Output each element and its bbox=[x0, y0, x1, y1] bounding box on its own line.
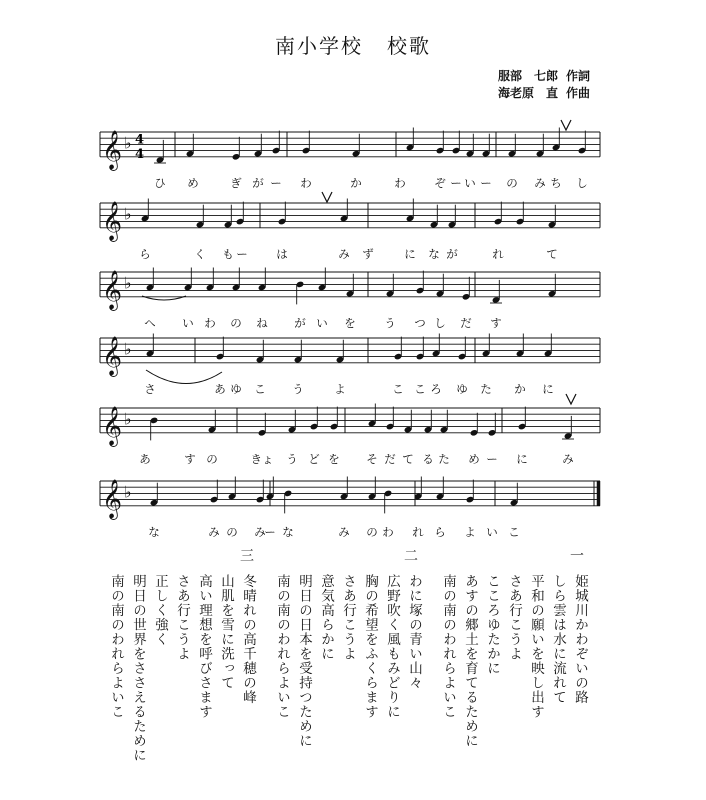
verse-line: こころゆたかに bbox=[484, 574, 500, 676]
lyric-syllable: ら bbox=[139, 246, 151, 261]
lyric-syllable: ろ bbox=[430, 381, 442, 396]
flat-icon: ♭ bbox=[124, 273, 132, 293]
lyric-syllable: な bbox=[282, 524, 294, 539]
verse-line: わに塚の青い山々 bbox=[406, 574, 422, 690]
lyric-syllable: が bbox=[446, 246, 458, 261]
lyric-syllable: み bbox=[338, 524, 350, 539]
composer-role: 作曲 bbox=[566, 86, 591, 100]
composer-name: 海老原 直 bbox=[498, 86, 559, 100]
lyric-syllable: を bbox=[328, 451, 340, 466]
lyric-syllable: み bbox=[338, 246, 350, 261]
lyric-syllable: み bbox=[254, 524, 266, 539]
lyric-syllable: ー bbox=[270, 175, 282, 190]
lyricist-role: 作詞 bbox=[566, 69, 591, 83]
verse-line: 平和の願いを映し出す bbox=[528, 574, 544, 719]
song-title: 校歌 bbox=[387, 34, 431, 58]
lyric-syllable: ー bbox=[486, 451, 498, 466]
lyric-syllable: ぞ bbox=[434, 175, 446, 190]
lyric-syllable: ー bbox=[450, 175, 462, 190]
lyric-syllable: か bbox=[514, 381, 526, 396]
verse-number: 三 bbox=[238, 548, 254, 563]
verse-line: 南の南のわれらよいこ bbox=[274, 574, 290, 719]
lyric-syllable: ー bbox=[480, 175, 492, 190]
treble-clef-icon: 𝄞 bbox=[102, 405, 123, 446]
lyric-syllable: み bbox=[534, 175, 546, 190]
lyric-syllable: に bbox=[516, 451, 528, 466]
lyric-syllable: く bbox=[194, 246, 206, 261]
lyric-syllable: ゆ bbox=[456, 381, 468, 396]
flat-icon: ♭ bbox=[124, 204, 132, 224]
lyric-syllable: れ bbox=[492, 246, 504, 261]
time-signature-bottom: 4 bbox=[135, 146, 145, 162]
lyric-syllable: が bbox=[252, 175, 264, 190]
lyric-syllable: い bbox=[464, 175, 476, 190]
breath-mark bbox=[566, 394, 576, 404]
flat-icon: ♭ bbox=[124, 339, 132, 359]
lyric-syllable: た bbox=[480, 381, 492, 396]
lyric-syllable: は bbox=[276, 246, 288, 261]
lyric-syllable: わ bbox=[204, 315, 216, 330]
slur bbox=[146, 370, 222, 384]
lyric-syllable: う bbox=[384, 315, 396, 330]
lyric-syllable: め bbox=[187, 175, 199, 190]
lyric-syllable: ー bbox=[236, 246, 248, 261]
verses-block bbox=[96, 548, 596, 788]
lyric-syllable: だ bbox=[384, 451, 396, 466]
lyric-syllable: て bbox=[546, 246, 558, 261]
lyric-syllable: ど bbox=[308, 451, 320, 466]
lyric-syllable: わ bbox=[394, 175, 406, 190]
treble-clef-icon: 𝄞 bbox=[102, 478, 123, 519]
verse-line: 姫城川かわぞいの路 bbox=[572, 574, 588, 705]
lyric-syllable: い bbox=[486, 524, 498, 539]
lyric-syllable: あ bbox=[214, 381, 226, 396]
lyric-syllable: の bbox=[226, 524, 238, 539]
lyric-syllable: て bbox=[402, 451, 414, 466]
lyric-syllable: め bbox=[468, 451, 480, 466]
verse-line: さあ行こうよ bbox=[506, 574, 522, 661]
lyric-syllable: ね bbox=[256, 315, 268, 330]
lyric-syllable: きょ bbox=[250, 451, 274, 466]
lyric-syllable: る bbox=[422, 451, 434, 466]
verse-line: 高い理想を呼びさます bbox=[196, 574, 212, 719]
lyric-syllable: わ bbox=[382, 524, 394, 539]
verse-line: 胸の希望をふくらます bbox=[362, 574, 378, 719]
lyric-syllable: よ bbox=[334, 381, 346, 396]
lyric-syllable: う bbox=[286, 451, 298, 466]
verse-line: 冬晴れの高千穂の峰 bbox=[240, 574, 256, 705]
lyric-syllable: ー bbox=[264, 524, 276, 539]
lyric-syllable: よ bbox=[464, 524, 476, 539]
lyric-syllable: も bbox=[222, 246, 234, 261]
lyric-syllable: ぎ bbox=[230, 175, 242, 190]
lyric-syllable: い bbox=[182, 315, 194, 330]
time-signature-top: 4 bbox=[135, 132, 145, 148]
lyric-syllable: に bbox=[404, 246, 416, 261]
school-name: 南小学校 bbox=[275, 34, 363, 58]
verse-line: 広野吹く風もみどりに bbox=[384, 574, 400, 719]
flat-icon: ♭ bbox=[124, 409, 132, 429]
lyric-syllable: だ bbox=[460, 315, 472, 330]
verse-line: 意気高らかに bbox=[318, 574, 334, 661]
flat-icon: ♭ bbox=[124, 482, 132, 502]
lyric-syllable: の bbox=[206, 451, 218, 466]
treble-clef-icon: 𝄞 bbox=[102, 129, 123, 170]
lyric-syllable: な bbox=[148, 524, 160, 539]
verse-line: 南の南のわれらよいこ bbox=[108, 574, 124, 719]
lyric-syllable: こ bbox=[254, 381, 266, 396]
treble-clef-icon: 𝄞 bbox=[102, 200, 123, 241]
lyric-syllable: れ bbox=[412, 524, 424, 539]
lyric-syllable: こ bbox=[392, 381, 404, 396]
lyric-syllable: し bbox=[434, 315, 446, 330]
lyric-syllable: す bbox=[490, 315, 502, 330]
lyric-syllable: み bbox=[562, 451, 574, 466]
lyricist-name: 服部 七郎 bbox=[498, 69, 559, 83]
lyric-syllable: な bbox=[428, 246, 440, 261]
lyric-syllable: ゆ bbox=[230, 381, 242, 396]
lyric-syllable: が bbox=[294, 315, 306, 330]
lyric-syllable: ら bbox=[434, 524, 446, 539]
verse-line: あすの郷土を育てるために bbox=[462, 574, 478, 748]
verse-line: 山肌を雪に洗って bbox=[218, 574, 234, 690]
verse-line: 南の南のわれらよいこ bbox=[440, 574, 456, 719]
verse-line: 正しく強く bbox=[152, 574, 168, 647]
lyric-syllable: ず bbox=[362, 246, 374, 261]
lyric-syllable: に bbox=[542, 381, 554, 396]
lyric-syllable: へ bbox=[144, 315, 156, 330]
verse-line: 明日の日本を受持つために bbox=[296, 574, 312, 748]
lyric-syllable: わ bbox=[300, 175, 312, 190]
lyric-syllable: あ bbox=[139, 451, 151, 466]
verse-number: 一 bbox=[568, 548, 584, 563]
lyric-syllable: し bbox=[576, 175, 588, 190]
verse-number: 二 bbox=[402, 548, 418, 563]
lyric-syllable: た bbox=[438, 451, 450, 466]
breath-mark bbox=[561, 120, 571, 130]
verse-line: 明日の世界をささえるために bbox=[130, 574, 146, 763]
lyric-syllable: す bbox=[184, 451, 196, 466]
lyric-syllable: ち bbox=[550, 175, 562, 190]
lyric-syllable: の bbox=[506, 175, 518, 190]
lyric-syllable: を bbox=[344, 315, 356, 330]
treble-clef-icon: 𝄞 bbox=[102, 269, 123, 310]
flat-icon: ♭ bbox=[124, 133, 132, 153]
verse-line: さあ行こうよ bbox=[174, 574, 190, 661]
lyric-syllable: い bbox=[316, 315, 328, 330]
verse-line: しら雲は水に流れて bbox=[550, 574, 566, 705]
lyric-syllable: み bbox=[208, 524, 220, 539]
breath-mark bbox=[322, 192, 332, 202]
verse-line: さあ行こうよ bbox=[340, 574, 356, 661]
lyric-syllable: う bbox=[292, 381, 304, 396]
treble-clef-icon: 𝄞 bbox=[102, 335, 123, 376]
lyric-syllable: こ bbox=[414, 381, 426, 396]
lyric-syllable: の bbox=[230, 315, 242, 330]
lyric-syllable: さ bbox=[144, 381, 156, 396]
lyric-syllable: か bbox=[350, 175, 362, 190]
lyric-syllable: つ bbox=[414, 315, 426, 330]
lyric-syllable: こ bbox=[508, 524, 520, 539]
lyric-syllable: そ bbox=[366, 451, 378, 466]
lyric-syllable: の bbox=[366, 524, 378, 539]
lyric-syllable: ひ bbox=[154, 175, 166, 190]
